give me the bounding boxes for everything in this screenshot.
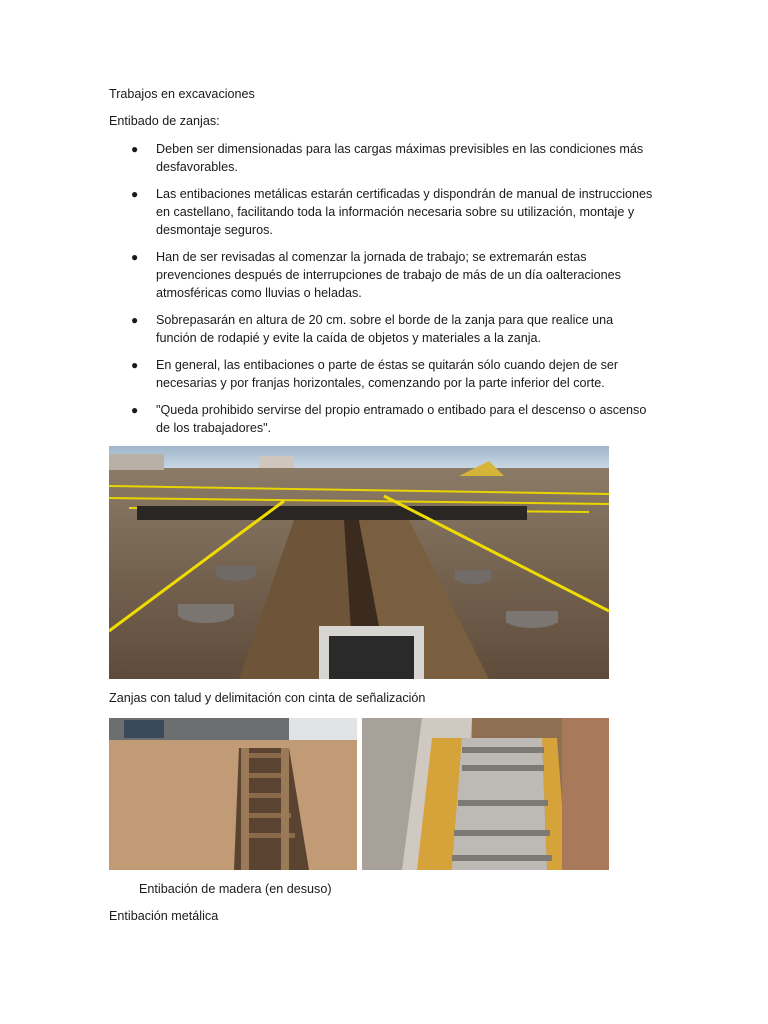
bullet-icon: ● [131,142,139,156]
list-item [109,140,654,176]
bullet-icon: ● [131,358,139,372]
trench-caption: Zanjas con talud y delimitación con cinta de señalización [109,691,426,705]
list-item [109,185,654,239]
wood-shoring-caption: Entibación de madera (en desuso) [139,882,332,896]
list-item [109,311,654,347]
section-heading: Entibado de zanjas: [109,114,220,128]
list-item [109,401,654,437]
list-item [109,248,654,302]
list-item-text: "Queda prohibido servirse del propio entramado o entibado para el descenso o ascenso de los trabajadores". [156,403,647,435]
list-item-text: Han de ser revisadas al comenzar la jornada de trabajo; se extremarán estas prevenciones después de interrupciones de trabajo de más de un día oalteraciones atmosféricas como lluvias o heladas. [156,250,621,300]
metal-shoring-heading: Entibación metálica [109,909,219,923]
bullet-icon: ● [131,313,139,327]
bullet-list [109,140,654,446]
bullet-icon: ● [131,187,139,201]
list-item-text: En general, las entibaciones o parte de éstas se quitarán sólo cuando dejen de ser necesarias y por franjas horizontales, comenzando por la parte inferior del corte. [156,358,619,390]
bullet-icon: ● [131,250,139,264]
page-title: Trabajos en excavaciones [109,87,255,101]
metal-shoring-photo [362,718,609,870]
list-item-text: Deben ser dimensionadas para las cargas máximas previsibles en las condiciones más desfavorables. [156,142,644,174]
list-item-text: Las entibaciones metálicas estarán certificadas y dispondrán de manual de instrucciones en castellano, facilitando toda la información necesaria sobre su utilización, montaje y desmontaje seguros. [156,187,653,237]
trench-photo [109,446,609,679]
list-item-text: Sobrepasarán en altura de 20 cm. sobre el borde de la zanja para que realice una función de rodapié y evite la caída de objetos y materiales a la zanja. [156,313,614,345]
bullet-icon: ● [131,403,139,417]
list-item [109,356,654,392]
wood-shoring-photo [109,718,357,870]
